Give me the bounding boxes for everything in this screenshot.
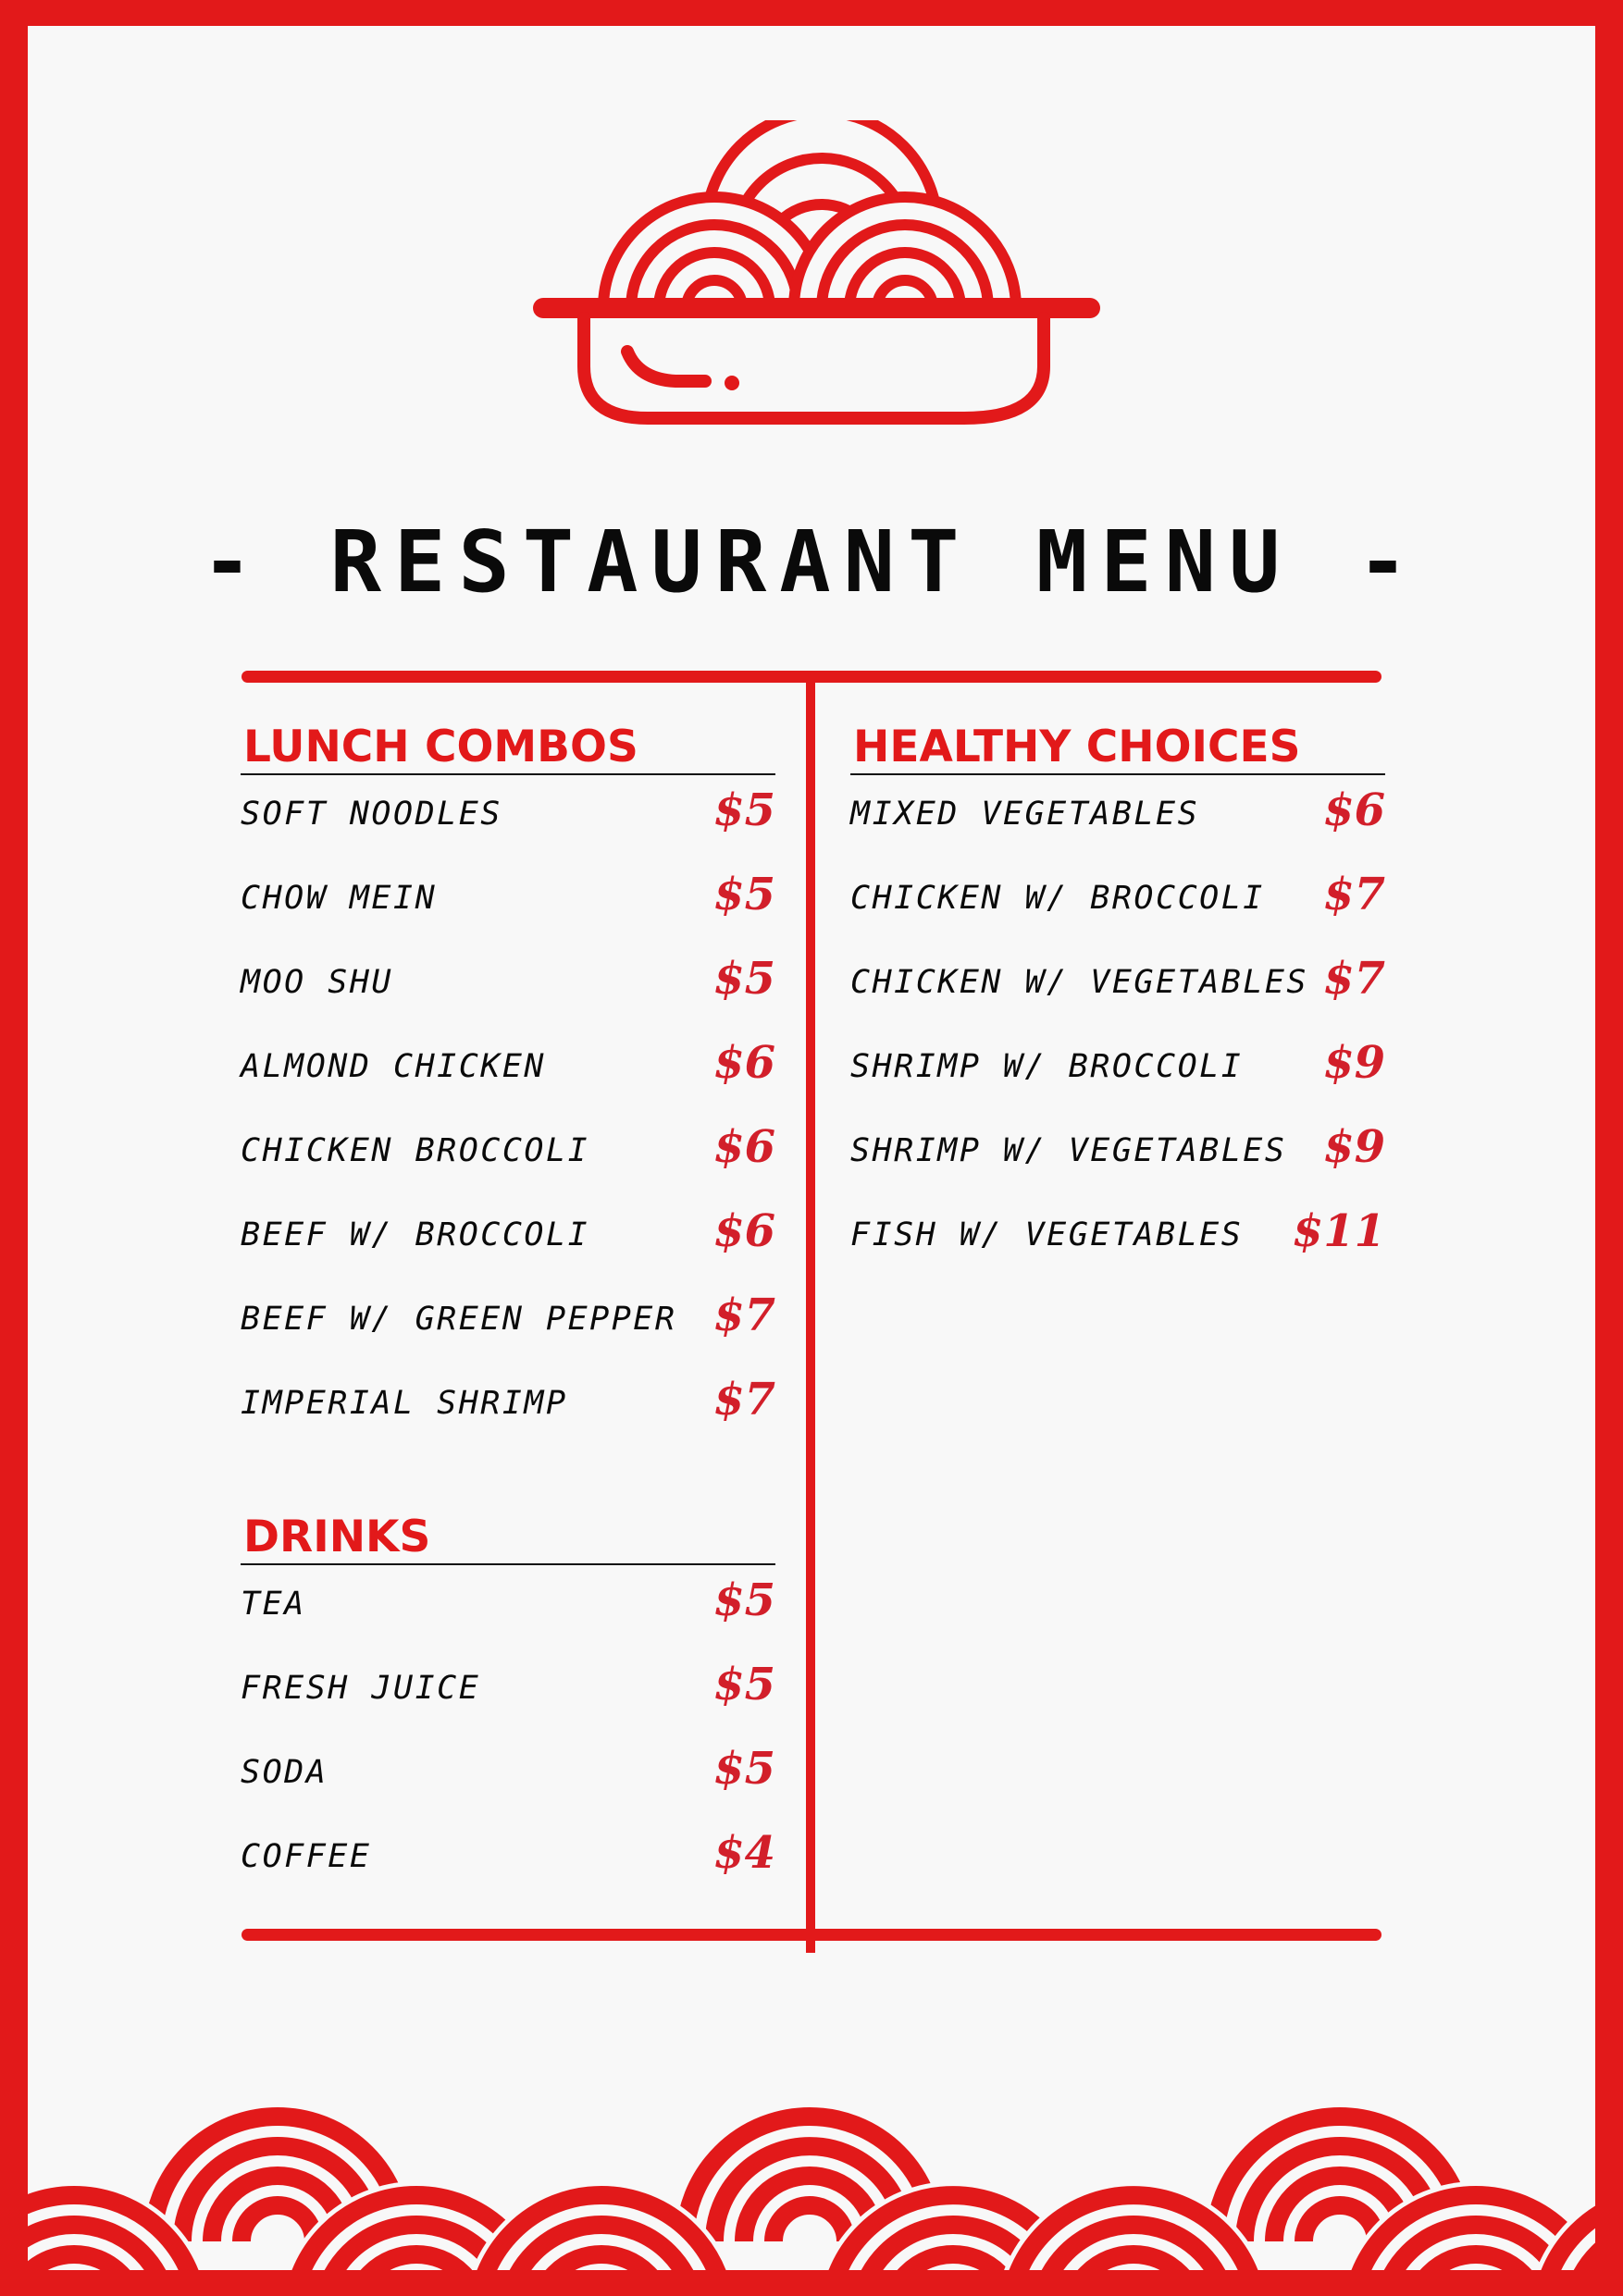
menu-sheet <box>28 26 1595 2270</box>
item-price: $9 <box>1323 1037 1385 1089</box>
section-title: HEALTHY CHOICES <box>853 722 1301 772</box>
page-title: - RESTAURANT MENU - <box>201 512 1422 611</box>
section-title: DRINKS <box>243 1512 431 1562</box>
menu-item <box>241 859 775 944</box>
item-name: ALMOND CHICKEN <box>241 1048 547 1085</box>
menu-item <box>241 1280 775 1364</box>
menu-item <box>850 1196 1385 1280</box>
menu-item <box>850 1028 1385 1112</box>
item-price: $9 <box>1323 1121 1385 1173</box>
menu-item <box>850 944 1385 1028</box>
item-price: $5 <box>713 1659 775 1710</box>
item-name: FISH W/ VEGETABLES <box>850 1216 1244 1253</box>
section-title: LUNCH COMBOS <box>243 722 638 772</box>
item-name: FRESH JUICE <box>241 1670 481 1707</box>
item-price: $7 <box>713 1290 775 1341</box>
menu-item <box>241 775 775 859</box>
item-name: CHOW MEIN <box>241 880 438 917</box>
item-price: $7 <box>1323 953 1385 1005</box>
section-lunch-combos <box>241 722 775 1449</box>
item-price: $7 <box>713 1374 775 1426</box>
item-list <box>850 775 1385 1280</box>
item-name: COFFEE <box>241 1838 372 1875</box>
item-list <box>241 775 775 1449</box>
menu-item <box>241 1196 775 1280</box>
item-name: SHRIMP W/ VEGETABLES <box>850 1132 1287 1169</box>
item-price: $4 <box>713 1827 775 1879</box>
item-price: $7 <box>1323 869 1385 920</box>
item-price: $6 <box>1323 784 1385 836</box>
item-price: $6 <box>713 1121 775 1173</box>
item-name: MOO SHU <box>241 964 394 1001</box>
item-name: TEA <box>241 1586 306 1623</box>
item-price: $5 <box>713 869 775 920</box>
item-name: BEEF W/ GREEN PEPPER <box>241 1301 677 1338</box>
menu-item <box>241 1818 775 1902</box>
item-price: $6 <box>713 1205 775 1257</box>
item-name: SHRIMP W/ BROCCOLI <box>850 1048 1244 1085</box>
item-price: $5 <box>713 953 775 1005</box>
menu-item <box>241 1565 775 1649</box>
menu-item <box>241 1649 775 1734</box>
item-name: BEEF W/ BROCCOLI <box>241 1216 590 1253</box>
item-price: $5 <box>713 784 775 836</box>
menu-item <box>241 1364 775 1449</box>
item-name: CHICKEN BROCCOLI <box>241 1132 590 1169</box>
bottom-divider <box>242 1929 1381 1941</box>
item-name: SOFT NOODLES <box>241 796 502 833</box>
item-price: $5 <box>713 1743 775 1795</box>
noodle-bowl-icon <box>527 120 1138 472</box>
menu-item <box>850 1112 1385 1196</box>
section-healthy-choices <box>850 722 1385 1280</box>
item-name: MIXED VEGETABLES <box>850 796 1200 833</box>
item-list <box>241 1565 775 1902</box>
menu-item <box>241 1028 775 1112</box>
item-name: IMPERIAL SHRIMP <box>241 1385 568 1422</box>
column-divider <box>806 676 815 1953</box>
menu-item <box>241 1112 775 1196</box>
item-name: CHICKEN W/ BROCCOLI <box>850 880 1265 917</box>
item-price: $11 <box>1292 1205 1385 1257</box>
item-name: SODA <box>241 1754 328 1791</box>
wave-pattern <box>28 2043 1595 2270</box>
menu-item <box>850 775 1385 859</box>
item-price: $5 <box>713 1574 775 1626</box>
menu-item <box>850 859 1385 944</box>
menu-item <box>241 1734 775 1818</box>
item-price: $6 <box>713 1037 775 1089</box>
section-drinks <box>241 1512 775 1902</box>
menu-item <box>241 944 775 1028</box>
item-name: CHICKEN W/ VEGETABLES <box>850 964 1309 1001</box>
